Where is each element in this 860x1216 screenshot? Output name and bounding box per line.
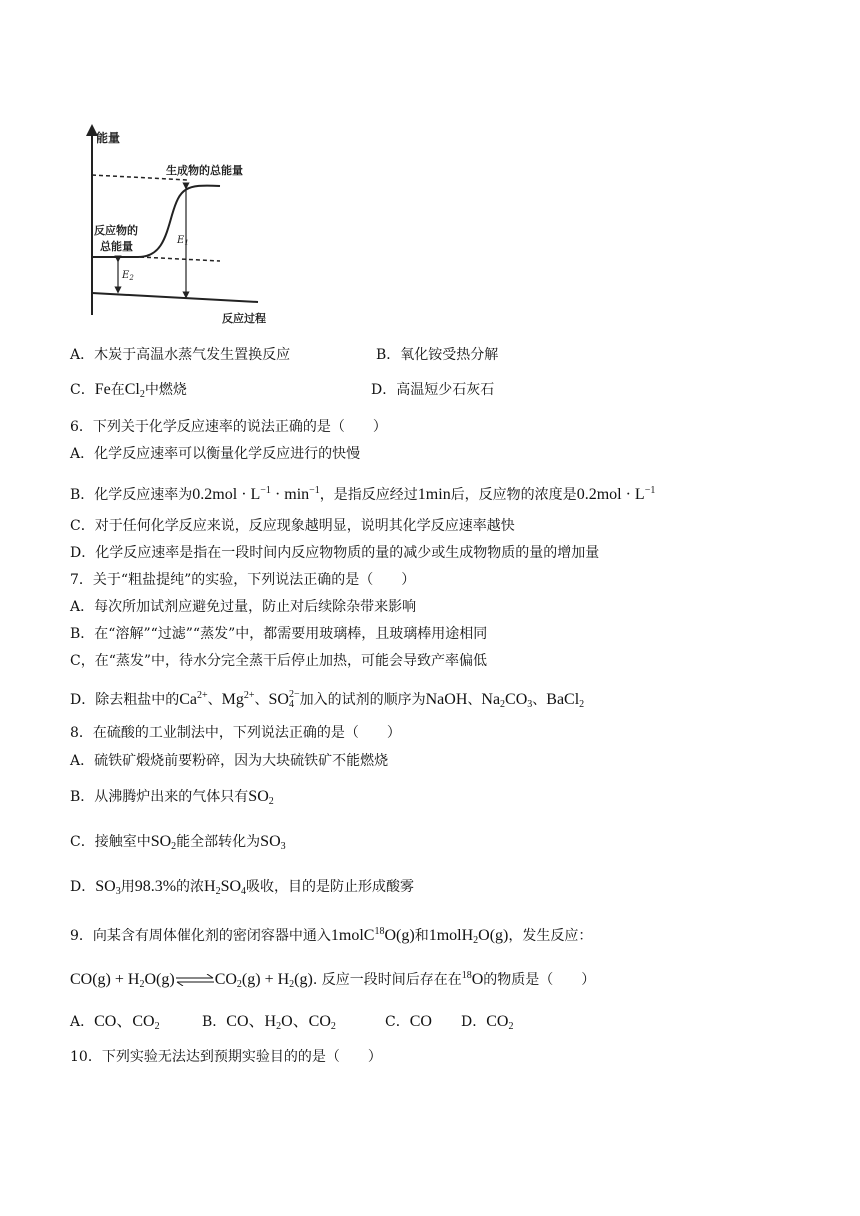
e2-label: $E_2$ bbox=[122, 270, 134, 282]
q9-option-a: A．CO、$CO_2$ bbox=[70, 1013, 160, 1032]
reactants-level-dashed bbox=[140, 257, 220, 261]
q7-option-b: B．在“溶解”“过滤”“蒸发”中，都需要用玻璃棒，且玻璃棒用途相同 bbox=[70, 626, 488, 642]
q8-option-c: C．接触室中$SO_2$能全部转化为$SO_3$ bbox=[70, 833, 286, 852]
energy-diagram bbox=[80, 120, 290, 335]
q9-option-d: D．$CO_2$ bbox=[461, 1013, 514, 1032]
q6-option-c: C．对于任何化学反应来说，反应现象越明显，说明其化学反应速率越快 bbox=[70, 518, 515, 534]
x-axis-label: 反应过程 bbox=[222, 312, 266, 325]
q9-option-c: C．CO bbox=[385, 1013, 432, 1030]
q9-stem: 9．向某含有周体催化剂的密闭容器中通入1molC$^{18}$O(g)和1molH$_2$O(g)，发生反应： bbox=[70, 926, 593, 946]
q8-stem: 8．在硫酸的工业制法中，下列说法正确的是（ ） bbox=[70, 725, 401, 741]
q8-option-a: A．硫铁矿煅烧前要粉碎，因为大块硫铁矿不能燃烧 bbox=[70, 753, 389, 769]
reactants-label-2: 总能量 bbox=[100, 240, 133, 253]
q7-option-a: A．每次所加试剂应避免过量，防止对后续除杂带来影响 bbox=[70, 599, 417, 615]
q6-option-b: B．化学反应速率为$0.2mol \cdot L^{-1} \cdot \min^{-1}$，是指反应经过1min后，反应物的浓度是$0.2mol \cdot L^{-1}$ bbox=[70, 485, 656, 503]
products-label: 生成物的总能量 bbox=[166, 164, 243, 177]
equilibrium-arrow-icon bbox=[175, 974, 215, 986]
q7-option-c: C，在“蒸发”中，待水分完全蒸干后停止加热，可能会导致产率偏低 bbox=[70, 653, 488, 669]
q9-option-b: B．CO、$H_2O$、$CO_2$ bbox=[202, 1013, 336, 1032]
q6-stem: 6．下列关于化学反应速率的说法正确的是（ ） bbox=[70, 419, 387, 435]
q6-option-a: A．化学反应速率可以衡量化学反应进行的快慢 bbox=[70, 446, 361, 462]
q10-stem: 10．下列实验无法达到预期实验目的的是（ ） bbox=[70, 1049, 382, 1065]
y-axis-label: 能量 bbox=[96, 131, 121, 145]
q5-option-c: C．Fe在$Cl_2$中燃烧 bbox=[70, 381, 187, 400]
e1-label: $E_1$ bbox=[177, 235, 189, 247]
q5-option-d: D．高温短少石灰石 bbox=[371, 382, 495, 398]
q5-option-b: B．氧化铵受热分解 bbox=[376, 347, 499, 363]
reactants-label-1: 反应物的 bbox=[94, 224, 138, 237]
q8-option-d: D．$SO_3$用98.3%的浓$H_2SO_4$吸收，目的是防止形成酸雾 bbox=[70, 878, 415, 897]
q7-stem: 7．关于“粗盐提纯”的实验，下列说法正确的是（ ） bbox=[70, 572, 416, 588]
q5-option-a: A．木炭于高温水蒸气发生置换反应 bbox=[70, 347, 291, 363]
q8-option-b: B．从沸腾炉出来的气体只有$SO_2$ bbox=[70, 788, 274, 807]
q7-option-d: D．除去粗盐中的$Ca^{2+}$、$Mg^{2+}$、SO 2− 4 加入的试剂的顺序为NaOH、$Na_2CO_3$、BaCl$_2$ bbox=[70, 689, 585, 710]
x-axis bbox=[92, 293, 258, 302]
q6-option-d: D．化学反应速率是指在一段时间内反应物物质的量的减少或生成物物质的量的增加量 bbox=[70, 545, 600, 561]
q9-equation: $CO(g) + H_2O(g) CO_2(g) + H_2(g)$. 反应一段时间后存在在$^{18}$O的物质是（ ） bbox=[70, 970, 596, 990]
